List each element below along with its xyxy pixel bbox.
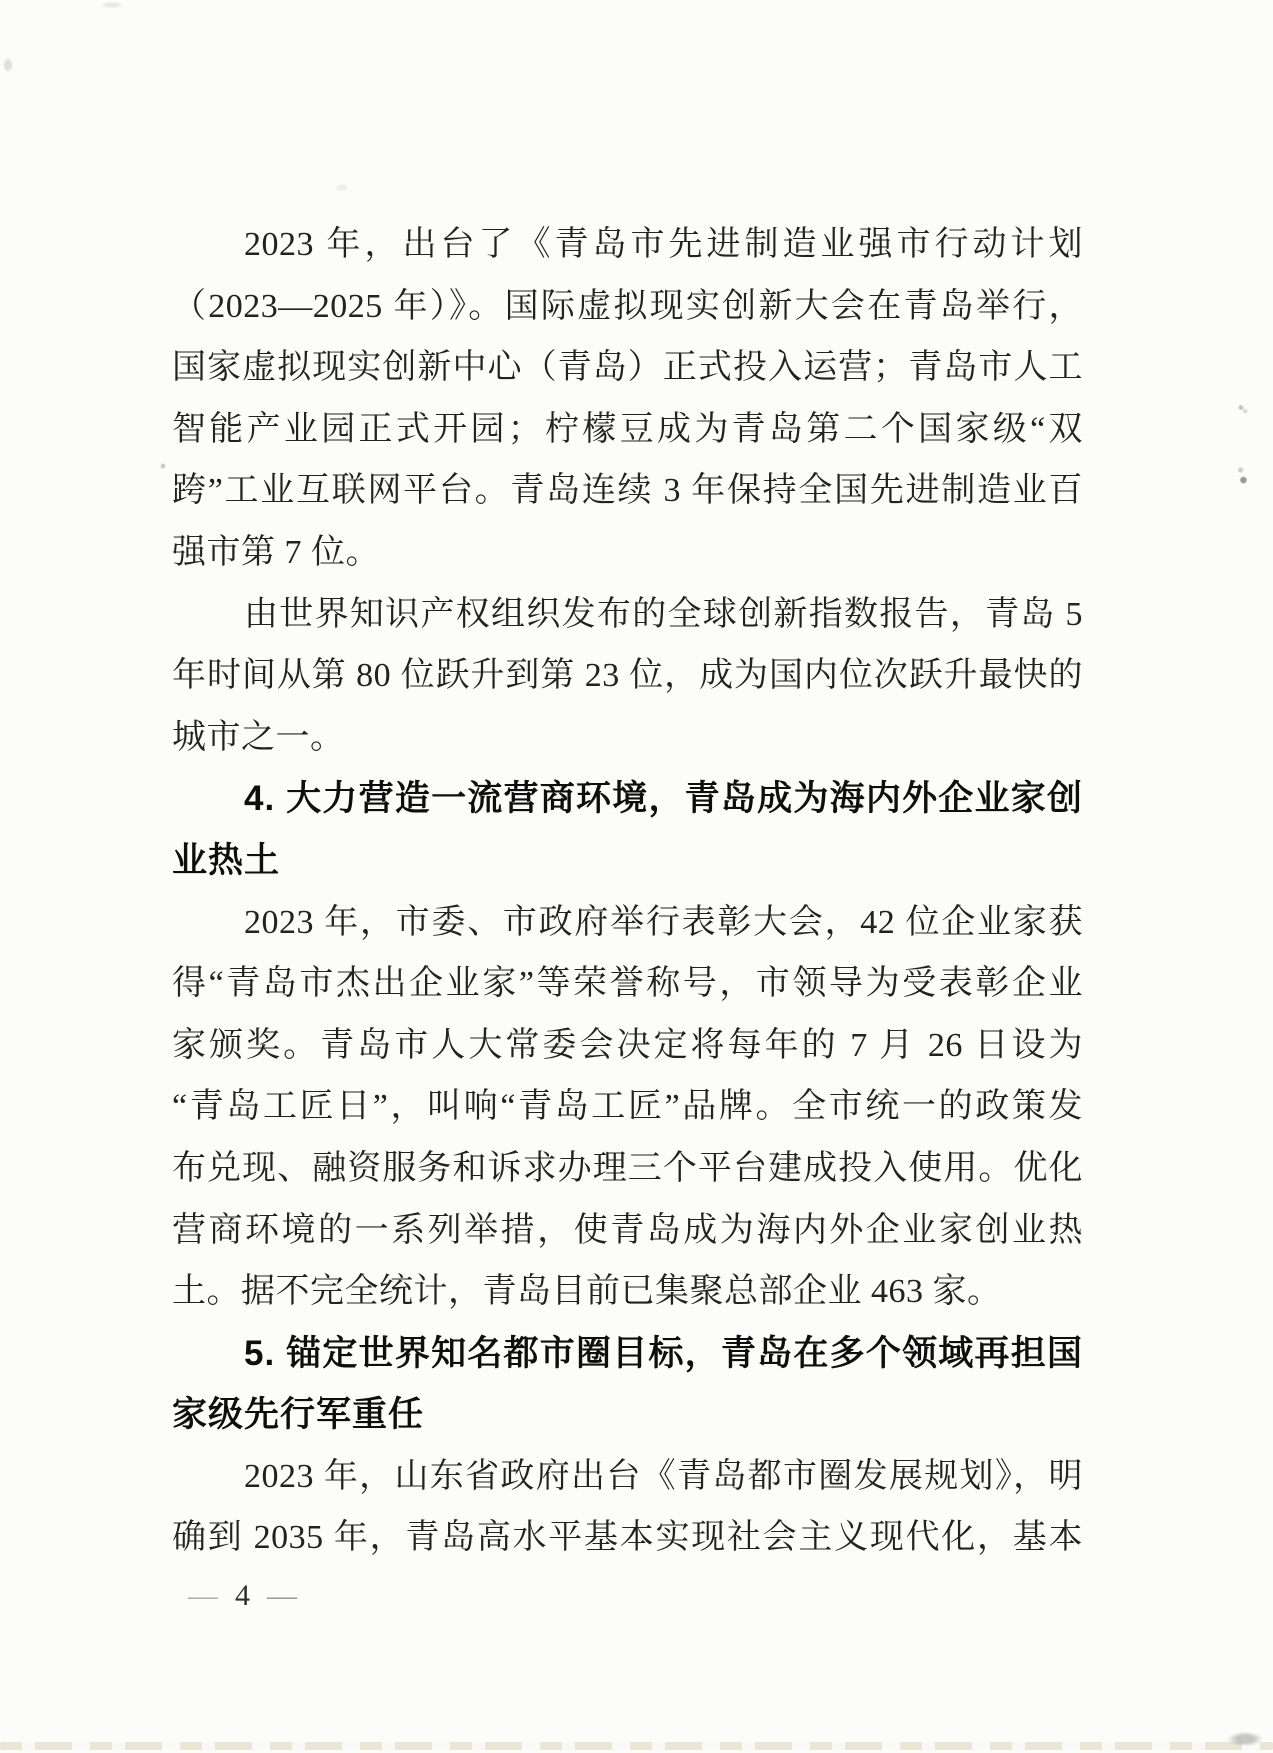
scan-speck (102, 2, 122, 8)
text-line: 强市第 7 位。 (172, 533, 380, 571)
text-line: 由世界知识产权组织发布的全球创新指数报告，青岛 5 (244, 595, 1083, 633)
scan-speck (160, 463, 166, 469)
text-line: 布兑现、融资服务和诉求办理三个平台建成投入使用。优化 (172, 1149, 1083, 1187)
page-number (188, 1578, 297, 1614)
text-line: （2023—2025 年）》。国际虚拟现实创新大会在青岛举行， (172, 287, 1083, 325)
text-line: 国家虚拟现实创新中心（青岛）正式投入运营；青岛市人工 (172, 349, 1083, 387)
text-line: 确到 2035 年，青岛高水平基本实现社会主义现代化，基本 (172, 1519, 1083, 1557)
text-line: 家颁奖。青岛市人大常委会决定将每年的 7 月 26 日设为 (172, 1026, 1083, 1064)
page-number-left-dash: — (188, 1579, 218, 1612)
text-line: 智能产业园正式开园；柠檬豆成为青岛第二个国家级“双 (172, 410, 1083, 448)
text-line: 业热土 (172, 840, 281, 880)
text-line: 家级先行军重任 (172, 1395, 425, 1435)
scan-smudge (1228, 1732, 1262, 1746)
page-number-right-dash: — (267, 1579, 297, 1612)
text-line: 年时间从第 80 位跃升到第 23 位，成为国内位次跃升最快的 (172, 657, 1083, 695)
text-line: 2023 年，山东省政府出台《青岛都市圈发展规划》，明 (244, 1457, 1083, 1495)
text-line: 土。据不完全统计，青岛目前已集聚总部企业 463 家。 (172, 1273, 1002, 1311)
text-line: 4. 大力营造一流营商环境，青岛成为海内外企业家创 (244, 779, 1083, 819)
scan-edge-band (0, 1742, 1273, 1750)
scan-speck (1236, 466, 1248, 484)
scan-speck (336, 184, 348, 191)
text-line: “青岛工匠日”，叫响“青岛工匠”品牌。全市统一的政策发 (172, 1088, 1083, 1126)
document-body (172, 214, 1083, 1569)
text-line: 营商环境的一系列举措，使青岛成为海内外企业家创业热 (172, 1211, 1083, 1249)
text-line: 2023 年，出台了《青岛市先进制造业强市行动计划 (244, 226, 1083, 263)
text-line: 得“青岛市杰出企业家”等荣誉称号，市领导为受表彰企业 (172, 965, 1083, 1003)
text-line: 城市之一。 (172, 718, 345, 756)
text-line: 2023 年，市委、市政府举行表彰大会，42 位企业家获 (244, 903, 1083, 941)
text-line: 跨”工业互联网平台。青岛连续 3 年保持全国先进制造业百 (172, 472, 1083, 510)
page-number-value: 4 (235, 1579, 250, 1612)
scan-speck (1238, 404, 1248, 414)
text-line: 5. 锚定世界知名都市圈目标，青岛在多个领域再担国 (244, 1333, 1083, 1373)
scan-speck (3, 58, 13, 72)
